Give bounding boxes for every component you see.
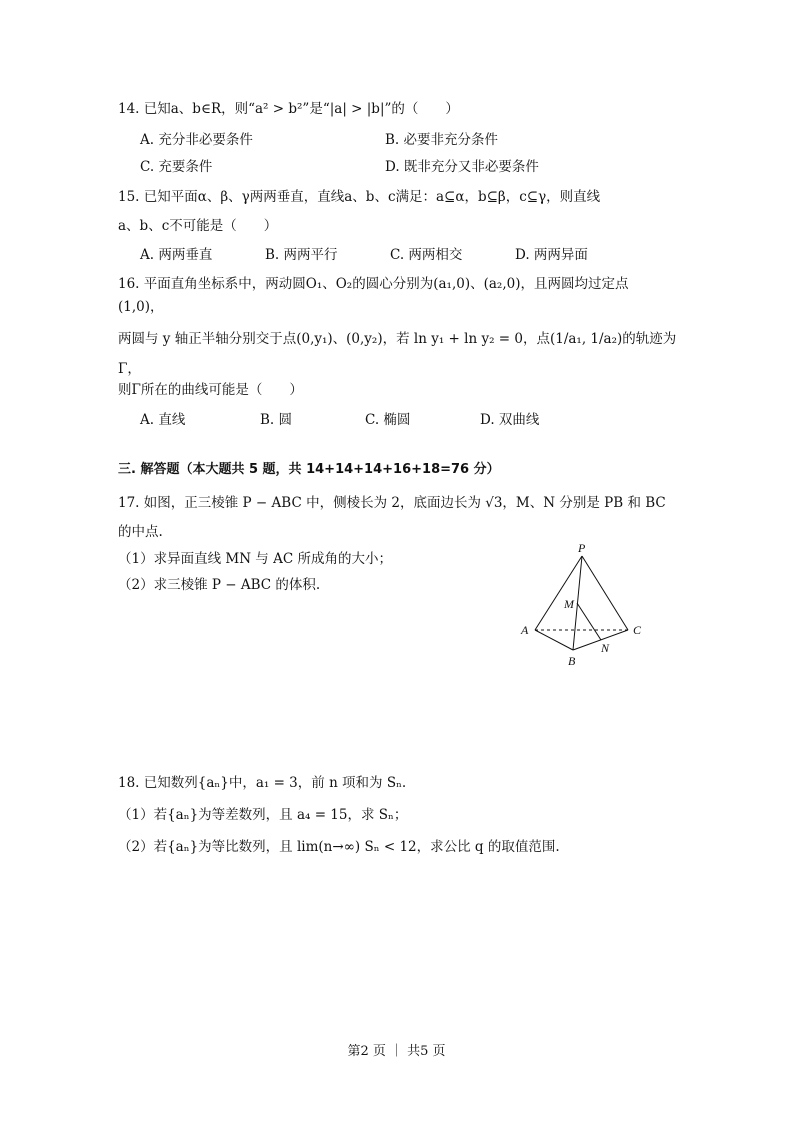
q17-stem-line1: 17. 如图，正三棱锥 P − ABC 中，侧棱长为 2，底面边长为 √3，M、N 分别是 PB 和 BC bbox=[118, 495, 666, 511]
q14-option-d: D. 既非充分又非必要条件 bbox=[385, 159, 539, 175]
q15-option-c: C. 两两相交 bbox=[390, 247, 463, 263]
q16-option-c: C. 椭圆 bbox=[365, 412, 411, 428]
label-m: M bbox=[564, 597, 574, 611]
q16-option-d: D. 双曲线 bbox=[480, 412, 540, 428]
q16-stem-line1: 16. 平面直角坐标系中，两动圆O₁、O₂的圆心分别为(a₁,0)、(a₂,0)，且两圆均过定点 bbox=[118, 276, 629, 292]
label-b: B bbox=[568, 654, 576, 668]
pyramid-figure bbox=[515, 538, 655, 670]
q17-subquestion-2: （2）求三棱锥 P − ABC 的体积. bbox=[118, 577, 321, 593]
q16-option-b: B. 圆 bbox=[260, 412, 293, 428]
q14-option-c: C. 充要条件 bbox=[140, 159, 213, 175]
label-c: C bbox=[633, 623, 642, 637]
page-footer: 第2 页 ｜ 共5 页 bbox=[347, 1044, 446, 1059]
segment-mn bbox=[577, 603, 601, 640]
q16-stem-line5: 则Γ所在的曲线可能是（ ） bbox=[118, 382, 303, 398]
q17-subquestion-1: （1）求异面直线 MN 与 AC 所成角的大小； bbox=[118, 551, 392, 567]
q16-stem-line2: (1,0)， bbox=[118, 299, 164, 315]
edge-pa bbox=[535, 556, 582, 630]
q15-stem-line1: 15. 已知平面α、β、γ两两垂直，直线a、b、c满足：a⊆α，b⊆β，c⊆γ，则直线 bbox=[118, 189, 601, 205]
q15-stem-line2: a、b、c不可能是（ ） bbox=[118, 218, 278, 234]
q18-subquestion-2: （2）若{aₙ}为等比数列，且 lim(n→∞) Sₙ < 12，求公比 q 的取值范围. bbox=[118, 839, 560, 855]
q17-stem-line2: 的中点. bbox=[118, 524, 163, 540]
label-a: A bbox=[521, 623, 529, 637]
label-n: N bbox=[601, 641, 610, 655]
q14-option-b: B. 必要非充分条件 bbox=[385, 132, 499, 148]
q16-option-a: A. 直线 bbox=[140, 412, 186, 428]
q15-option-d: D. 两两异面 bbox=[515, 247, 588, 263]
edge-ab bbox=[535, 630, 573, 650]
section-3-heading: 三. 解答题（本大题共 5 题，共 14+14+14+16+18=76 分） bbox=[118, 462, 500, 477]
q16-stem-line4: Γ， bbox=[118, 361, 141, 377]
q14-option-a: A. 充分非必要条件 bbox=[140, 132, 253, 148]
q18-subquestion-1: （1）若{aₙ}为等差数列，且 a₄ = 15，求 Sₙ； bbox=[118, 807, 408, 823]
q15-option-a: A. 两两垂直 bbox=[140, 247, 213, 263]
edge-pc bbox=[582, 556, 628, 630]
q15-option-b: B. 两两平行 bbox=[265, 247, 338, 263]
q16-stem-line3: 两圆与 y 轴正半轴分别交于点(0,y₁)、(0,y₂)，若 ln y₁ + ln y₂ = 0，点(1/a₁, 1/a₂)的轨迹为 bbox=[118, 331, 677, 347]
q18-stem: 18. 已知数列{aₙ}中，a₁ = 3，前 n 项和为 Sₙ. bbox=[118, 775, 407, 791]
label-p: P bbox=[578, 541, 586, 555]
q14-stem: 14. 已知a、b∈R，则“a² > b²”是“|a| > |b|”的（ ） bbox=[118, 101, 459, 117]
